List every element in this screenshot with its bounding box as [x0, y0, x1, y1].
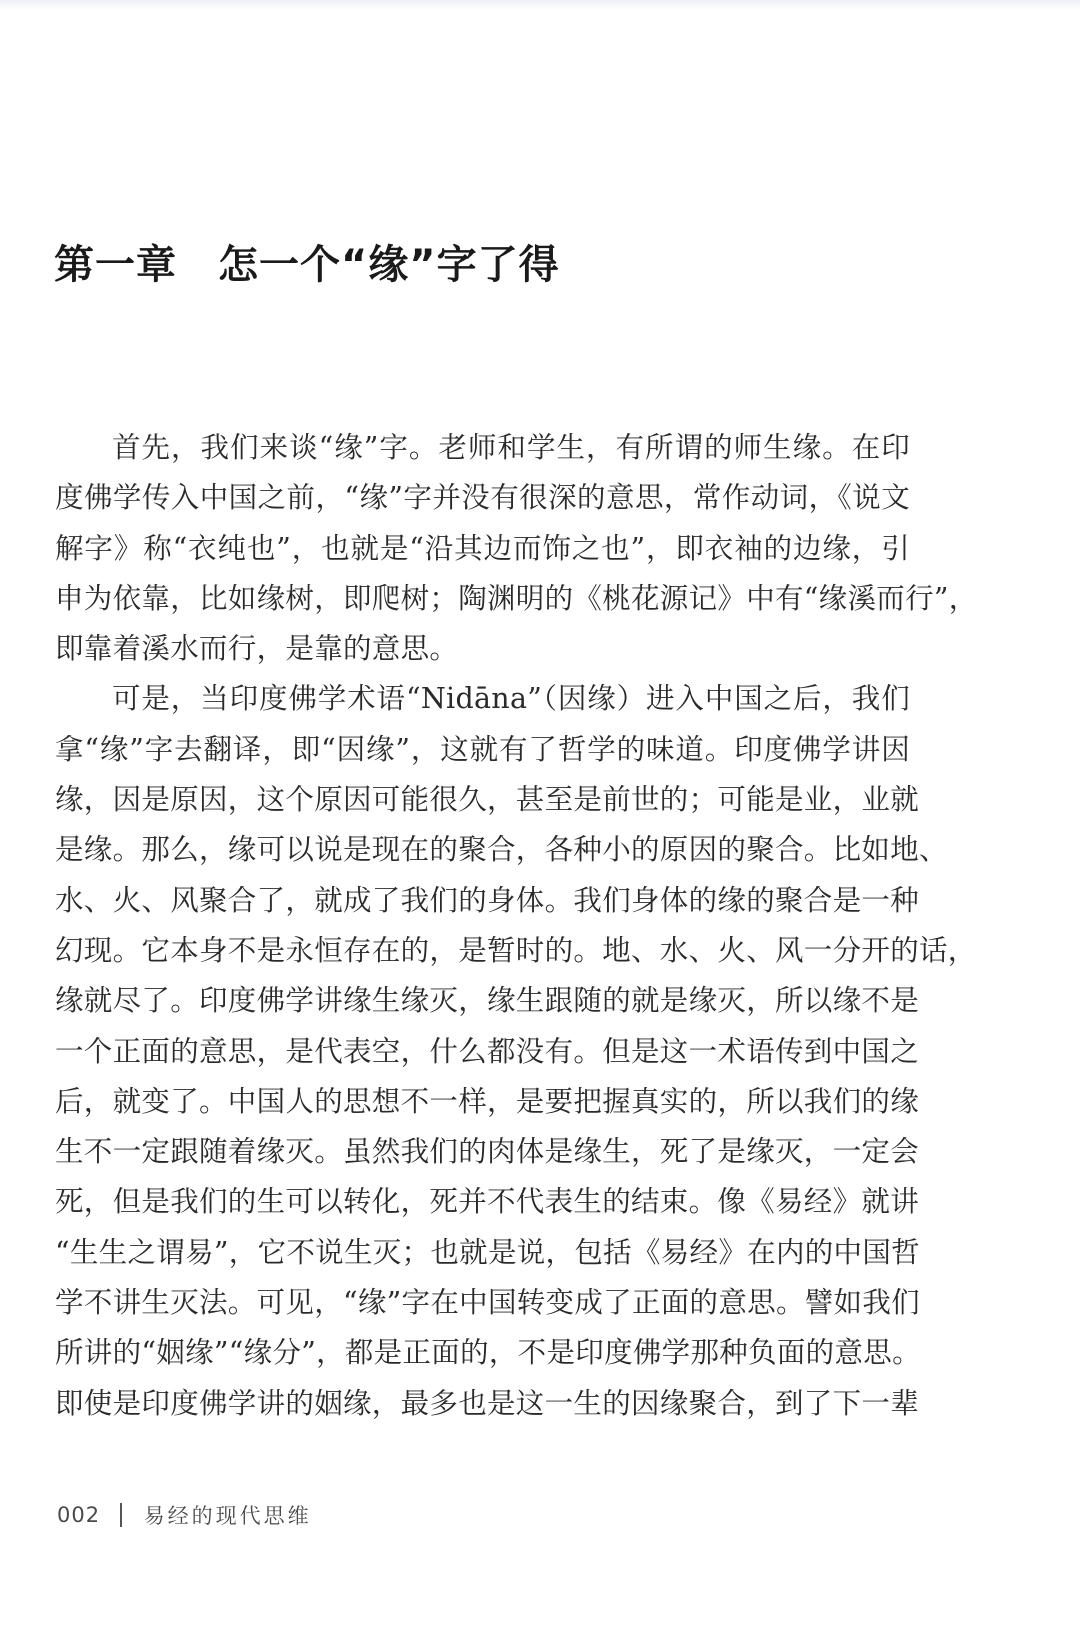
top-edge-strip	[0, 0, 1080, 10]
text-line: 首先，我们来谈“缘”字。老师和学生，有所谓的师生缘。在印	[112, 431, 910, 464]
text-line: 幻现。它本身不是永恒存在的，是暂时的。地、水、火、风一分开的话，	[55, 933, 977, 967]
text-line: 生不一定跟随着缘灭。虽然我们的肉体是缘生，死了是缘灭，一定会	[55, 1135, 920, 1169]
text-line: 是缘。那么，缘可以说是现在的聚合，各种小的原因的聚合。比如地、	[55, 833, 948, 867]
body-text	[55, 423, 978, 1429]
text-line: 可是，当印度佛学术语“Nidāna”（因缘）进入中国之后，我们	[112, 682, 910, 716]
text-line: 缘，因是原因，这个原因可能很久，甚至是前世的；可能是业，业就	[55, 783, 920, 817]
text-line: 一个正面的意思，是代表空，什么都没有。但是这一术语传到中国之	[55, 1034, 920, 1068]
text-line: 所讲的“姻缘”“缘分”，都是正面的，不是印度佛学那种负面的意思。	[55, 1336, 921, 1370]
text-line: 度佛学传入中国之前，“缘”字并没有很深的意思，常作动词，《说文	[55, 481, 910, 515]
text-line: 解字》称“衣纯也”，也就是“沿其边而饰之也”，即衣袖的边缘，引	[55, 531, 910, 565]
text-line: 即使是印度佛学讲的姻缘，最多也是这一生的因缘聚合，到了下一辈	[55, 1386, 920, 1420]
paragraph-1	[55, 423, 978, 674]
running-book-title: 易经的现代思维	[143, 1504, 312, 1528]
text-line: 学不讲生灭法。可见，“缘”字在中国转变成了正面的意思。譬如我们	[55, 1286, 920, 1320]
paragraph-2	[55, 674, 977, 1428]
text-line: 水、火、风聚合了，就成了我们的身体。我们身体的缘的聚合是一种	[55, 883, 920, 917]
page-footer	[57, 1498, 312, 1532]
footer-divider	[120, 1503, 122, 1527]
text-line: 缘就尽了。印度佛学讲缘生缘灭，缘生跟随的就是缘灭，所以缘不是	[55, 984, 920, 1018]
text-line: 申为依靠，比如缘树，即爬树；陶渊明的《桃花源记》中有“缘溪而行”，	[55, 581, 978, 615]
text-line: 死，但是我们的生可以转化，死并不代表生的结束。像《易经》就讲	[55, 1185, 920, 1219]
text-line: 后，就变了。中国人的思想不一样，是要把握真实的，所以我们的缘	[55, 1084, 920, 1118]
text-line: “生生之谓易”，它不说生灭；也就是说，包括《易经》在内的中国哲	[55, 1235, 920, 1269]
page-number: 002	[57, 1503, 101, 1527]
text-line: 拿“缘”字去翻译，即“因缘”，这就有了哲学的味道。印度佛学讲因	[55, 732, 910, 766]
text-line: 即靠着溪水而行，是靠的意思。	[55, 632, 459, 666]
chapter-title: 第一章 怎一个“缘”字了得	[54, 242, 560, 288]
